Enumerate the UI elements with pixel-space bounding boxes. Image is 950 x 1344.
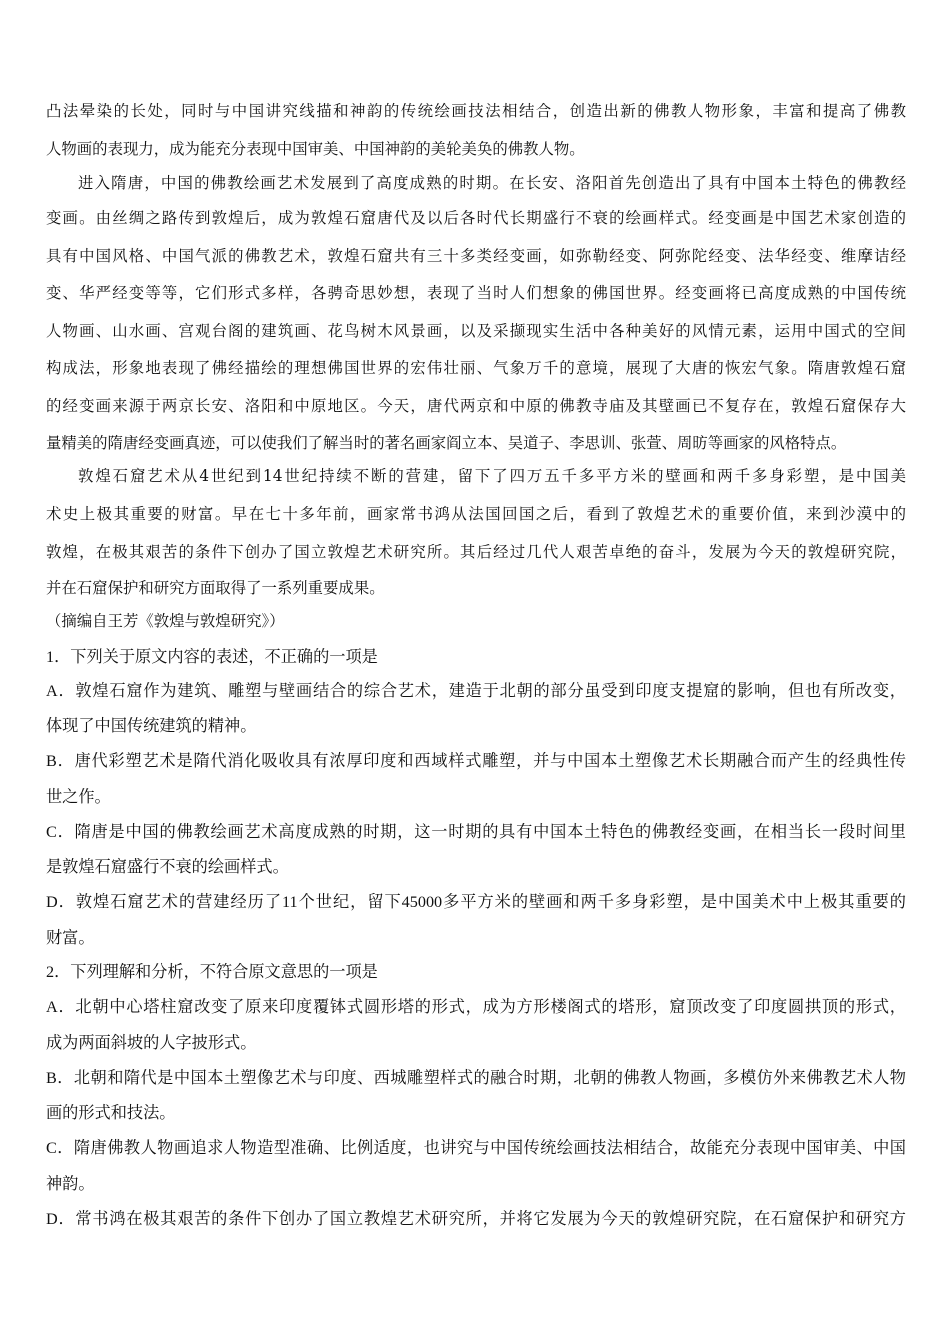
passage-line: 的经变画来源于两京长安、洛阳和中原地区。今天，唐代两京和中原的佛教寺庙及其壁画已不复存在，敦煌石窟保存大	[46, 397, 906, 415]
question-stem: 1．下列关于原文内容的表述，不正确的一项是	[46, 648, 378, 666]
option-b-cont: 画的形式和技法。	[46, 1104, 176, 1122]
option-d: D．敦煌石窟艺术的营建经历了11个世纪，留下45000多平方米的壁画和两千多身彩塑，是中国美术中上极其重要的	[46, 893, 906, 911]
passage-line: 变画。由丝绸之路传到敦煌后，成为敦煌石窟唐代及以后各时代长期盛行不衰的绘画样式。经变画是中国艺术家创造的	[46, 209, 906, 227]
option-c-cont: 神韵。	[46, 1175, 95, 1193]
option-b-cont: 世之作。	[46, 788, 111, 806]
passage-line: 量精美的隋唐经变画真迹，可以使我们了解当时的著名画家阎立本、吴道子、李思训、张萱、周昉等画家的风格特点。	[46, 434, 847, 452]
passage-line: 敦煌石窟艺术从4世纪到14世纪持续不断的营建，留下了四万五千多平方米的壁画和两千多身彩塑，是中国美	[78, 467, 906, 485]
option-d-cont: 财富。	[46, 929, 95, 947]
option-c: C．隋唐佛教人物画追求人物造型准确、比例适度，也讲究与中国传统绘画技法相结合，故能充分表现中国审美、中国	[46, 1139, 906, 1157]
passage-line: 敦煌，在极其艰苦的条件下创办了国立敦煌艺术研究所。其后经过几代人艰苦卓绝的奋斗，发展为今天的敦煌研究院，	[46, 543, 906, 561]
option-a-cont: 体现了中国传统建筑的精神。	[46, 717, 257, 735]
option-a: A．北朝中心塔柱窟改变了原来印度覆钵式圆形塔的形式，成为方形楼阁式的塔形，窟顶改变了印度圆拱顶的形式，	[46, 998, 906, 1016]
passage-line: 变、华严经变等等，它们形式多样，各骋奇思妙想，表现了当时人们想象的佛国世界。经变画将已高度成熟的中国传统	[46, 284, 906, 302]
option-b: B．北朝和隋代是中国本土塑像艺术与印度、西城雕塑样式的融合时期，北朝的佛教人物画，多模仿外来佛教艺术人物	[46, 1069, 906, 1087]
passage-line: 人物画、山水画、宫观台阁的建筑画、花鸟树木风景画，以及采撷现实生活中各种美好的风情元素，运用中国式的空间	[46, 322, 906, 340]
option-b: B．唐代彩塑艺术是隋代消化吸收具有浓厚印度和西域样式雕塑，并与中国本土塑像艺术长期融合而产生的经典性传	[46, 752, 906, 770]
passage-line: 具有中国风格、中国气派的佛教艺术，敦煌石窟共有三十多类经变画，如弥勒经变、阿弥陀经变、法华经变、维摩诘经	[46, 247, 906, 265]
option-a: A．敦煌石窟作为建筑、雕塑与壁画结合的综合艺术，建造于北朝的部分虽受到印度支提窟的影响，但也有所改变，	[46, 682, 906, 700]
passage-line: 构成法，形象地表现了佛经描绘的理想佛国世界的宏伟壮丽、气象万千的意境，展现了大唐的恢宏气象。隋唐敦煌石窟	[46, 359, 906, 377]
option-a-cont: 成为两面斜坡的人字披形式。	[46, 1034, 257, 1052]
question-stem: 2．下列理解和分析，不符合原文意思的一项是	[46, 963, 378, 981]
passage-line: 凸法晕染的长处，同时与中国讲究线描和神韵的传统绘画技法相结合，创造出新的佛教人物形象，丰富和提高了佛教	[46, 102, 906, 120]
passage-line: 人物画的表现力，成为能充分表现中国审美、中国神韵的美轮美奂的佛教人物。	[46, 140, 585, 158]
option-c-cont: 是敦煌石窟盛行不衰的绘画样式。	[46, 858, 289, 876]
passage-line: 并在石窟保护和研究方面取得了一系列重要成果。	[46, 579, 385, 597]
passage-line: 进入隋唐，中国的佛教绘画艺术发展到了高度成熟的时期。在长安、洛阳首先创造出了具有中国本土特色的佛教经	[78, 174, 906, 192]
passage-line: 术史上极其重要的财富。早在七十多年前，画家常书鸿从法国回国之后，看到了敦煌艺术的重要价值，来到沙漠中的	[46, 505, 906, 523]
passage-source: （摘编自王芳《敦煌与敦煌研究》）	[46, 612, 285, 630]
option-d: D．常书鸿在极其艰苦的条件下创办了国立教煌艺术研究所，并将它发展为今天的敦煌研究院，在石窟保护和研究方	[46, 1210, 906, 1228]
option-c: C．隋唐是中国的佛教绘画艺术高度成熟的时期，这一时期的具有中国本土特色的佛教经变画，在相当长一段时间里	[46, 823, 906, 841]
